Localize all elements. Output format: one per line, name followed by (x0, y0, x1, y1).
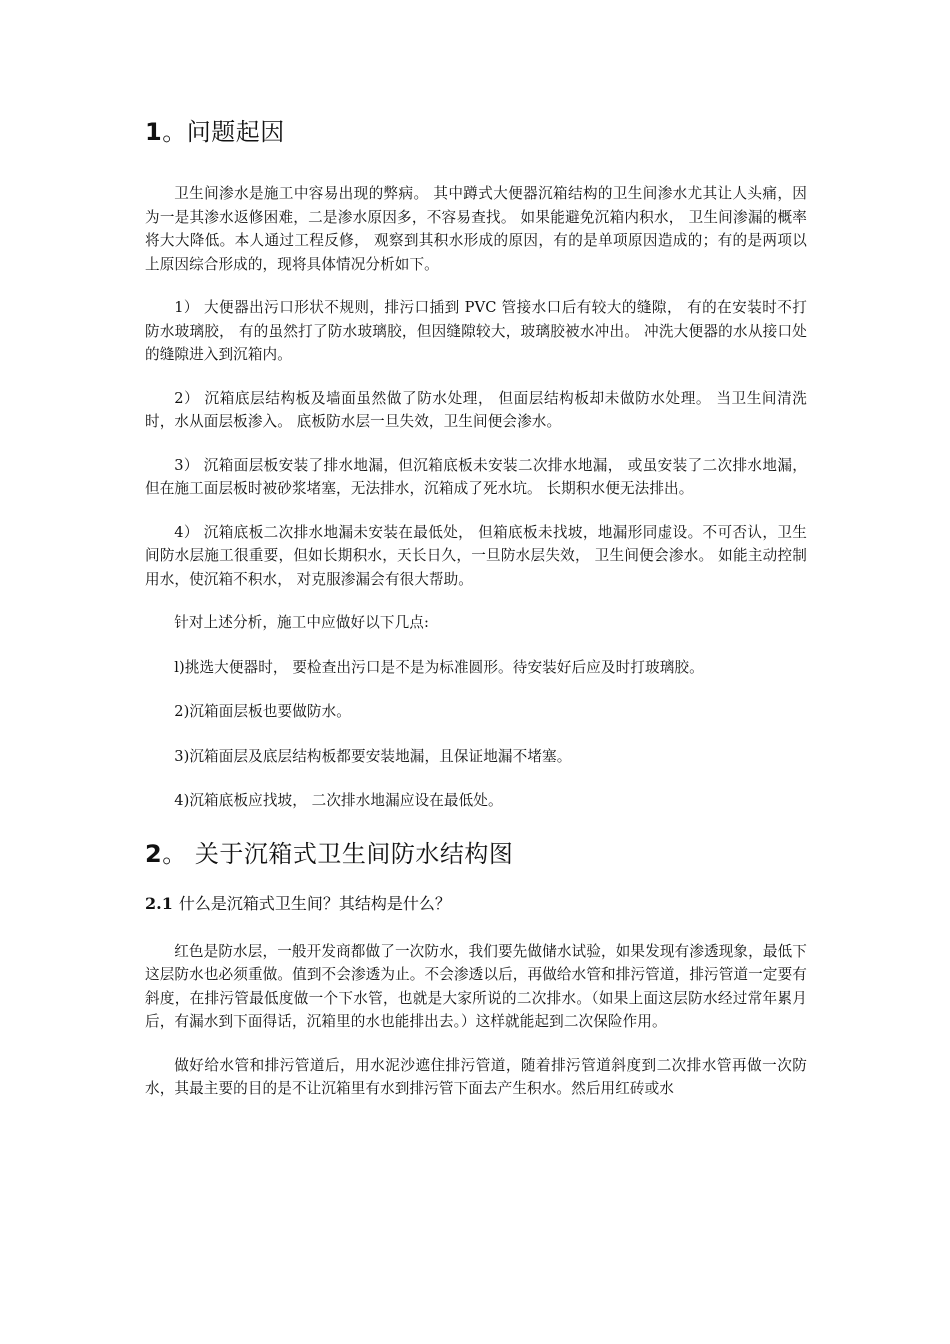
section-1-heading (145, 112, 807, 152)
section-2-number: 2 (145, 839, 163, 868)
document-content (145, 112, 807, 1121)
subsection-2-1-number: 2.1 (145, 893, 173, 913)
section-1-paragraph-cause-3: 3） 沉箱面层板安装了排水地漏，但沉箱底板未安装二次排水地漏， 或虽安装了二次排水地漏，但在施工面层板时被砂浆堵塞，无法排水，沉箱成了死水坑。 长期积水便无法排出。 (145, 456, 807, 497)
section-1-measure-1: l)挑选大便器时， 要检查出污口是不是为标准圆形。待安装好后应及时打玻璃胶。 (174, 658, 704, 676)
section-1-measure-2: 2)沉箱面层板也要做防水。 (174, 703, 351, 720)
section-1-paragraph-cause-1: 1） 大便器出污口形状不规则，排污口插到 PVC 管接水口后有较大的缝隙， 有的在安装时不打防水玻璃胶， 有的虽然打了防水玻璃胶，但因缝隙较大，玻璃胶被水冲出。 冲洗大便器的水从接口处的缝隙进入到沉箱内。 (145, 299, 807, 363)
section-1-paragraph-cause-4: 4） 沉箱底板二次排水地漏未安装在最低处， 但箱底板未找坡，地漏形同虚设。不可否认，卫生间防水层施工很重要，但如长期积水，天长日久，一旦防水层失效， 卫生间便会渗水。 如能主动控制用水，使沉箱不积水， 对克服渗漏会有很大帮助。 (145, 523, 807, 588)
section-1-paragraph-summary: 针对上述分析，施工中应做好以下几点: (174, 614, 429, 631)
section-1-number: 1 (145, 118, 163, 146)
subsection-2-1-paragraph-1: 红色是防水层，一般开发商都做了一次防水，我们要先做储水试验，如果发现有渗透现象，最低下这层防水也必须重做。值到不会渗透为止。不会渗透以后，再做给水管和排污管道，排污管道一定要有斜度，在排污管最低度做一个下水管，也就是大家所说的二次排水。（如果上面这层防水经过常年累月后，有漏水到下面得话，沉箱里的水也能排出去。）这样就能起到二次保险作用。 (145, 942, 807, 1030)
subsection-2-1-heading (145, 890, 807, 918)
section-1-measure-4: 4)沉箱底板应找坡， 二次排水地漏应设在最低处。 (174, 792, 503, 809)
section-1-paragraph-cause-2: 2） 沉箱底层结构板及墙面虽然做了防水处理， 但面层结构板却未做防水处理。 当卫生间清洗时，水从面层板渗入。 底板防水层一旦失效，卫生间便会渗水。 (145, 389, 807, 430)
subsection-2-1-paragraph-2: 做好给水管和排污管道后，用水泥沙遮住排污管道，随着排污管道斜度到二次排水管再做一次防水，其最主要的目的是不让沉箱里有水到排污管下面去产生积水。然后用红砖或水 (145, 1056, 807, 1097)
section-2-title: 。 关于沉箱式卫生间防水结构图 (162, 839, 514, 868)
section-1-title: 。问题起因 (162, 118, 285, 146)
section-2-heading (145, 834, 807, 874)
section-1-paragraph-intro: 卫生间渗水是施工中容易出现的弊病。 其中蹲式大便器沉箱结构的卫生间渗水尤其让人头痛，因为一是其渗水返修困难，二是渗水原因多，不容易查找。 如果能避免沉箱内积水， 卫生间渗漏的概率将大大降低。本人通过工程反修， 观察到其积水形成的原因，有的是单项原因造成的；有的是两项以上原因综合形成的，现将具体情况分析如下。 (145, 185, 807, 273)
section-1-measure-3: 3)沉箱面层及底层结构板都要安装地漏，且保证地漏不堵塞。 (174, 747, 572, 765)
subsection-2-1-title: 什么是沉箱式卫生间？其结构是什么？ (178, 893, 451, 913)
